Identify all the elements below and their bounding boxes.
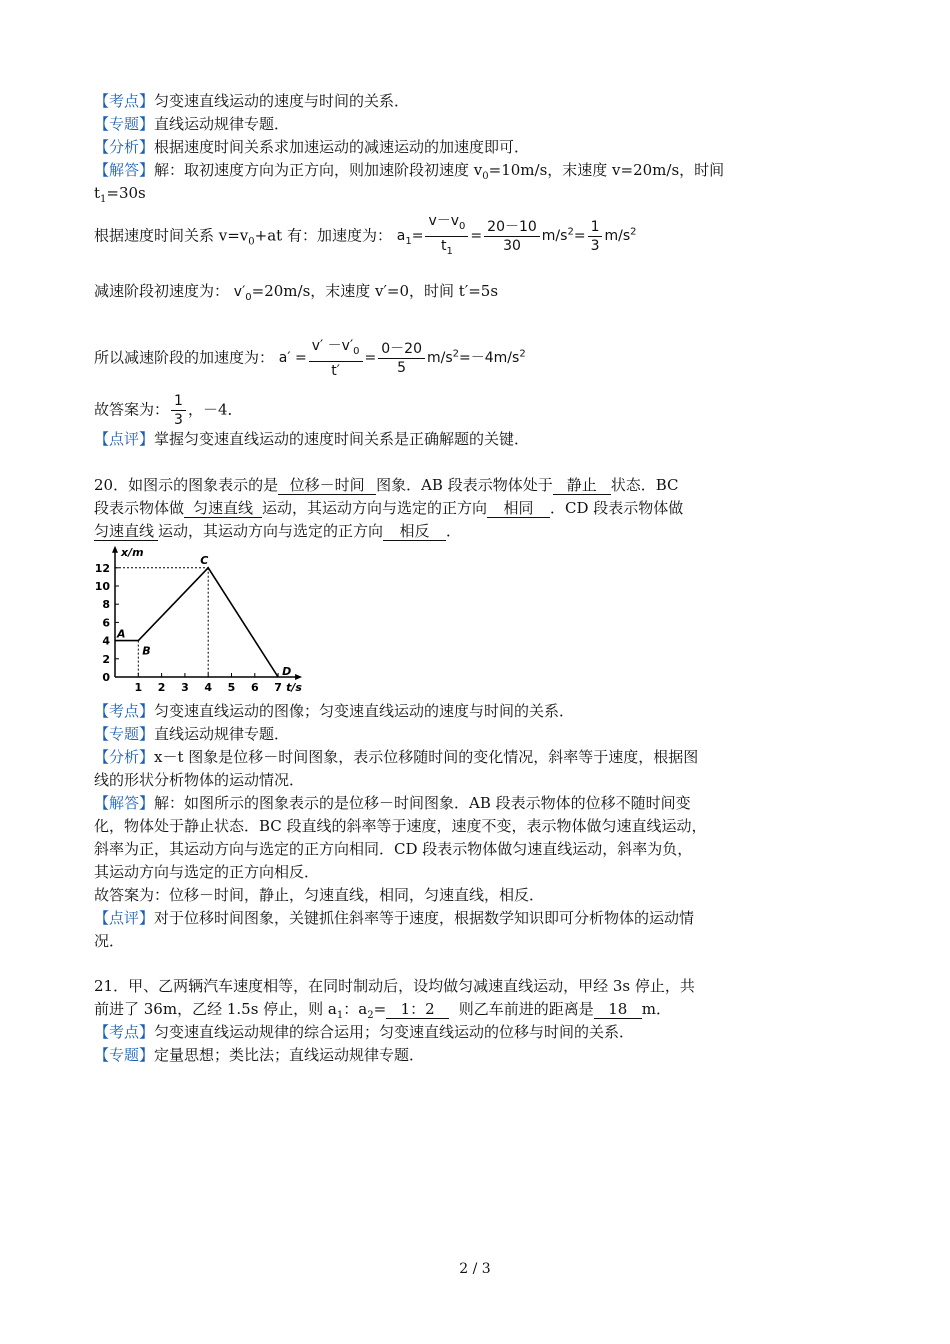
fraction-symbolic-2: $\frac{v' -v'_0}{t'}$ [309,337,363,380]
q20-jieda-line3: 斜率为正，其运动方向与选定的正方向相同．CD 段表示物体做匀速直线运动，斜率为负， [94,840,693,858]
q19-jieda-line: 【解答】解：取初速度方向为正方向，则加速阶段初速度 $v_0=10m/s$，末速度 v=20m/s，时间 [94,161,725,182]
a1-symbol: a [396,228,406,245]
t1-value: =30s [106,184,146,202]
q19-zhuanti-line [94,113,289,135]
unit-2: m/s [604,228,631,245]
blank-cd-direction: 相反 [383,522,446,541]
fraction-symbolic: $\frac{v-v_0}{t_1}$ [425,212,468,261]
q19-jieda-line2: $t_1=30s$ [94,184,146,205]
jieda-text-a: 解：取初速度方向为正方向，则加速阶段初速度 v [154,161,483,179]
x-axis-arrow [295,674,302,680]
fraction-numeric: $\frac{20-10}{30}$ [484,218,540,255]
kaodian-text: 匀变速直线运动的速度与时间的关系． [154,92,410,110]
point-label-c: C [200,553,209,567]
x-axis-label: t/s [286,681,302,694]
point-label-d: D [282,665,292,678]
q19-accel-formula: 根据速度时间关系 $v=v_0+at$ 有：加速度为： $a_1=$ $\frac{v-v_0}{t_1}$ = $\frac{20-10}{30}$ $m/s^2=$ $\frac{1}{3}$ $m/s^2$ [94,212,637,261]
answer-fraction: $\frac{1}{3}$ [171,392,186,429]
accel-intro-b: +at 有：加速度为： [254,226,392,245]
answer-rest: ，－4． [187,400,243,419]
y-tick-label: 0 [102,671,110,684]
q20-stem-line1: 20．如图示的图象表示的是 位移－时间 图象．AB 段表示物体处于 静止 状态．BC [94,476,679,494]
y-axis-label: x/m [121,545,144,559]
blank-graph-type: 位移－时间 [278,476,376,495]
unit-3: m/s [426,350,453,367]
q19-decel-formula [94,337,526,380]
x-tick-label: 4 [204,681,213,694]
q21-stem-line2: 前进了 36m，乙经 1.5s 停止，则 $a_1$：$a_2= 1$：2 则乙车前进的距离是 18 m． [94,1000,671,1021]
dianping-tag: 【点评】 [94,430,155,448]
q19-answer [94,392,242,429]
fenxi-text: 根据速度时间关系求加速运动的减速运动的加速度即可． [154,138,530,156]
dianping-text: 掌握匀变速直线运动的速度时间关系是正确解题的关键． [154,430,530,448]
q21-kaodian-line: 【考点】匀变速直线运动规律的综合运用；匀变速直线运动的位移与时间的关系． [94,1023,635,1041]
y-axis-arrow [112,546,118,553]
q20-jieda-line: 【解答】解：如图所示的图象表示的是位移－时间图象．AB 段表示物体的位移不随时间变 [94,794,691,812]
y-tick-label: 8 [102,598,110,612]
point-label-b: B [142,644,151,658]
q21-zhuanti-line: 【专题】定量思想；类比法；直线运动规律专题． [94,1046,425,1064]
answer-intro: 故答案为： [94,400,170,419]
q20-fenxi-line2: 线的形状分析物体的运动情况． [94,771,305,789]
y-tick-label: 4 [102,634,110,648]
x-tick-label: 1 [134,681,143,694]
accel-equation: $a_1=$ $\frac{v-v_0}{t_1}$ = $\frac{20-10}{30}$ $m/s^2=$ $\frac{1}{3}$ $m/s^2$ [397,228,637,244]
a-prime: a′ = [278,350,307,367]
zhuanti-text: 直线运动规律专题． [154,115,290,133]
series-line [115,568,278,677]
kaodian-tag: 【考点】 [94,92,155,110]
blank-bc-motion: 匀速直线 [184,499,262,518]
x-tick-label: 2 [157,681,166,694]
q20-stem-line2: 段表示物体做 匀速直线 运动，其运动方向与选定的正方向 相同 ．CD 段表示物体做 [94,499,684,517]
q21-stem-line1: 21．甲、乙两辆汽车速度相等，在同时制动后，设均做匀减速直线运动，甲经 3s 停止，共 [94,977,695,995]
decel-result: =－4m/s [459,350,520,367]
fraction-numeric-2: $\frac{0-20}{5}$ [378,340,425,377]
blank-cd-motion: 匀速直线 [94,522,158,541]
q20-zhuanti-line: 【专题】直线运动规律专题． [94,725,290,743]
y-tick-label: 6 [102,616,110,630]
jieda-text-b: =10m/s，末速度 v=20m/s，时间 [488,161,725,179]
decel-rest: =20m/s，末速度 v′=0，时间 t′=5s [251,282,499,300]
fraction-result: $\frac{1}{3}$ [588,218,603,255]
blank-bc-direction: 相同 [487,499,550,518]
blank-ab-state: 静止 [553,476,611,495]
y-tick-label: 12 [94,561,110,575]
q20-jieda-line2: 化，物体处于静止状态．BC 段直线的斜率等于速度，速度不变，表示物体做匀速直线运动， [94,817,707,835]
decel-equation: a′ = $\frac{v' -v'_0}{t'}$ = $\frac{0-20}{5}$ $m/s^2=-4m/s^2$ [278,338,526,379]
zhuanti-tag: 【专题】 [94,115,155,133]
xt-graph [90,545,320,695]
unit: m/s [541,228,568,245]
t1-symbol: t [94,184,101,202]
x-tick-label: 5 [227,681,236,694]
blank-ratio: 1：2 [386,1000,449,1019]
q19-fenxi-line [94,136,529,158]
frac-num: v－v [428,213,460,229]
frac-den: t [441,237,447,254]
x-tick-label: 7 [274,681,282,694]
x-tick-label: 6 [250,681,259,694]
q19-dianping-line [94,428,529,450]
q20-kaodian-line: 【考点】匀变速直线运动的图像；匀变速直线运动的速度与时间的关系． [94,702,575,720]
q20-answer: 故答案为：位移－时间，静止，匀速直线，相同，匀速直线，相反． [94,886,545,904]
q20-jieda-line4: 其运动方向与选定的正方向相反． [94,863,320,881]
q19-decel-initial [94,280,498,309]
q20-dianping-line: 【点评】对于位移时间图象，关键抓住斜率等于速度，根据数学知识即可分析物体的运动情 [94,909,695,927]
q20-fenxi-line: 【分析】x－t 图象是位移－时间图象，表示位移随时间的变化情况，斜率等于速度，根据图 [94,748,699,766]
q20-stem-line3: 匀速直线 运动，其运动方向与选定的正方向 相反 ． [94,522,462,540]
y-tick-label: 10 [94,580,110,593]
decel-intro: 减速阶段初速度为： [94,282,230,300]
x-tick-label: 3 [181,681,189,694]
v0-prime: $v'_0$ [233,284,252,303]
q20-dianping-line2: 况． [94,932,125,950]
fenxi-tag: 【分析】 [94,138,155,156]
accel-intro-a: 根据速度时间关系 v=v [94,226,249,245]
q19-kaodian-line [94,90,409,112]
y-tick-label: 2 [102,652,110,666]
page-number: 2 / 3 [459,1261,491,1277]
decel-accel-intro: 所以减速阶段的加速度为： [94,348,275,367]
jieda-tag: 【解答】 [94,161,155,179]
blank-distance: 18 [594,1000,642,1019]
point-label-a: A [117,627,126,641]
